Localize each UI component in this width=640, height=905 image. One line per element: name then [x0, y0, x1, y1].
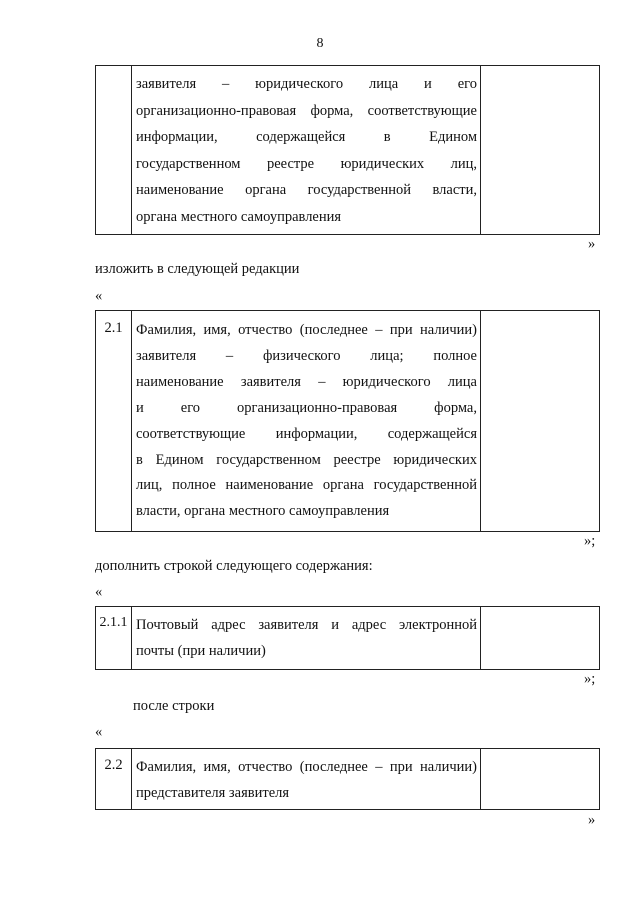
row-text-line: почты (при наличии) [136, 642, 266, 659]
row-text-cell [132, 749, 481, 810]
row-text-line: в Едином государственном реестре юридических [136, 451, 477, 468]
row-text-line: и его организационно-правовая форма, [136, 399, 477, 416]
table-continued-row [95, 65, 600, 235]
row-empty-cell [481, 607, 600, 670]
row-text-line: органа местного самоуправления [136, 208, 342, 225]
row-text [136, 755, 477, 806]
row-text [136, 613, 477, 664]
closing-quote: » [588, 236, 596, 252]
table-row [96, 311, 600, 532]
row-text-cell [132, 607, 481, 670]
instruction-text: после строки [133, 698, 215, 714]
opening-quote: « [95, 584, 103, 600]
row-text-line: наименование заявителя – юридического лица [136, 373, 477, 390]
row-text-line: заявителя – юридического лица и его [136, 76, 477, 92]
row-text [136, 318, 477, 525]
instruction-text: дополнить строкой следующего содержания: [95, 558, 373, 574]
row-empty-cell [481, 66, 600, 235]
table-row-2-1 [95, 310, 600, 532]
row-text-line: государственном реестре юридических лиц, [136, 155, 477, 172]
row-text-cell [132, 66, 481, 235]
row-text-line: власти, органа местного самоуправления [136, 503, 390, 520]
row-text-line: представителя заявителя [136, 784, 290, 801]
table-row [96, 749, 600, 810]
row-number-cell: 2.2 [96, 749, 132, 810]
table-row-2-2 [95, 748, 600, 810]
row-number-cell [96, 66, 132, 235]
table-row-2-1-1 [95, 606, 600, 670]
row-text-line: соответствующие информации, содержащейся [136, 425, 477, 442]
row-number-cell: 2.1 [96, 311, 132, 532]
instruction-text: изложить в следующей редакции [95, 261, 300, 277]
row-empty-cell [481, 311, 600, 532]
row-text-cell [132, 311, 481, 532]
table-row [96, 66, 600, 235]
row-text-line: лиц, полное наименование органа государственной [136, 477, 477, 494]
row-text-line: наименование органа государственной власти, [136, 182, 477, 199]
row-text-line: информации, содержащейся в Едином [136, 129, 477, 146]
closing-quote: » [588, 812, 596, 828]
row-text-line: Почтовый адрес заявителя и адрес электронной [136, 617, 477, 633]
closing-quote: »; [584, 533, 596, 549]
opening-quote: « [95, 288, 103, 304]
row-empty-cell [481, 749, 600, 810]
page-number: 8 [316, 36, 324, 51]
row-text-line: Фамилия, имя, отчество (последнее – при наличии) [136, 322, 477, 338]
row-text-line: Фамилия, имя, отчество (последнее – при наличии) [136, 759, 477, 775]
opening-quote: « [95, 724, 103, 740]
closing-quote: »; [584, 671, 596, 687]
row-number-cell: 2.1.1 [96, 607, 132, 670]
row-text-line: организационно-правовая форма, соответствующие [136, 102, 477, 119]
row-text [136, 71, 477, 231]
table-row [96, 607, 600, 670]
row-text-line: заявителя – физического лица; полное [136, 347, 477, 364]
